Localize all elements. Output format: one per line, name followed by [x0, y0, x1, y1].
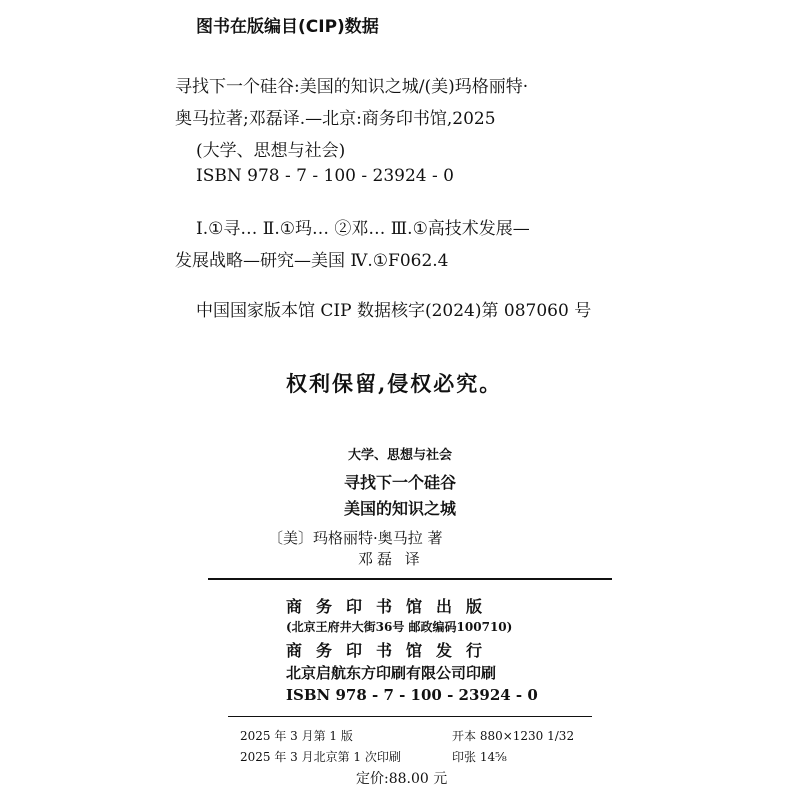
cip-line-title: 寻找下一个硅谷:美国的知识之城/(美)玛格丽特·: [175, 77, 529, 97]
cip-line-approval: 中国国家版本馆 CIP 数据核字(2024)第 087060 号: [196, 301, 592, 321]
cip-line-classification-cont: 发展战略—研究—美国 Ⅳ.①F062.4: [175, 251, 449, 271]
publisher-line: 商务印书馆出版: [286, 597, 497, 616]
book-title: 寻找下一个硅谷: [343, 473, 456, 492]
sheets-line: 印张 14⅝: [452, 750, 507, 764]
translator-credit: 邓磊 译: [358, 550, 424, 568]
printing-line: 2025 年 3 月北京第 1 次印刷: [240, 750, 401, 764]
printer-line: 北京启航东方印刷有限公司印刷: [286, 664, 497, 682]
bottom-rule: [228, 716, 592, 717]
cip-line-isbn: ISBN 978 - 7 - 100 - 23924 - 0: [196, 166, 454, 186]
edition-line: 2025 年 3 月第 1 版: [240, 729, 353, 743]
format-line: 开本 880×1230 1/32: [452, 729, 575, 743]
price-line: 定价:88.00 元: [356, 771, 448, 787]
series-name: 大学、思想与社会: [347, 448, 452, 463]
book-subtitle: 美国的知识之城: [343, 499, 456, 518]
rights-notice: 权利保留,侵权必究。: [286, 371, 503, 396]
cip-line-series: (大学、思想与社会): [196, 141, 346, 161]
isbn-line: ISBN 978 - 7 - 100 - 23924 - 0: [286, 686, 538, 704]
cip-heading: 图书在版编目(CIP)数据: [196, 17, 379, 37]
cip-line-classification: Ⅰ.①寻… Ⅱ.①玛… ②邓… Ⅲ.①高技术发展—: [196, 219, 530, 239]
top-rule: [208, 578, 612, 580]
publisher-address: (北京王府井大街36号 邮政编码100710): [286, 620, 513, 634]
author-credit: 〔美〕玛格丽特·奥马拉 著: [268, 529, 443, 547]
distributor-line: 商务印书馆发行: [286, 641, 497, 660]
cip-line-author: 奥马拉著;邓磊译.—北京:商务印书馆,2025: [175, 109, 496, 129]
